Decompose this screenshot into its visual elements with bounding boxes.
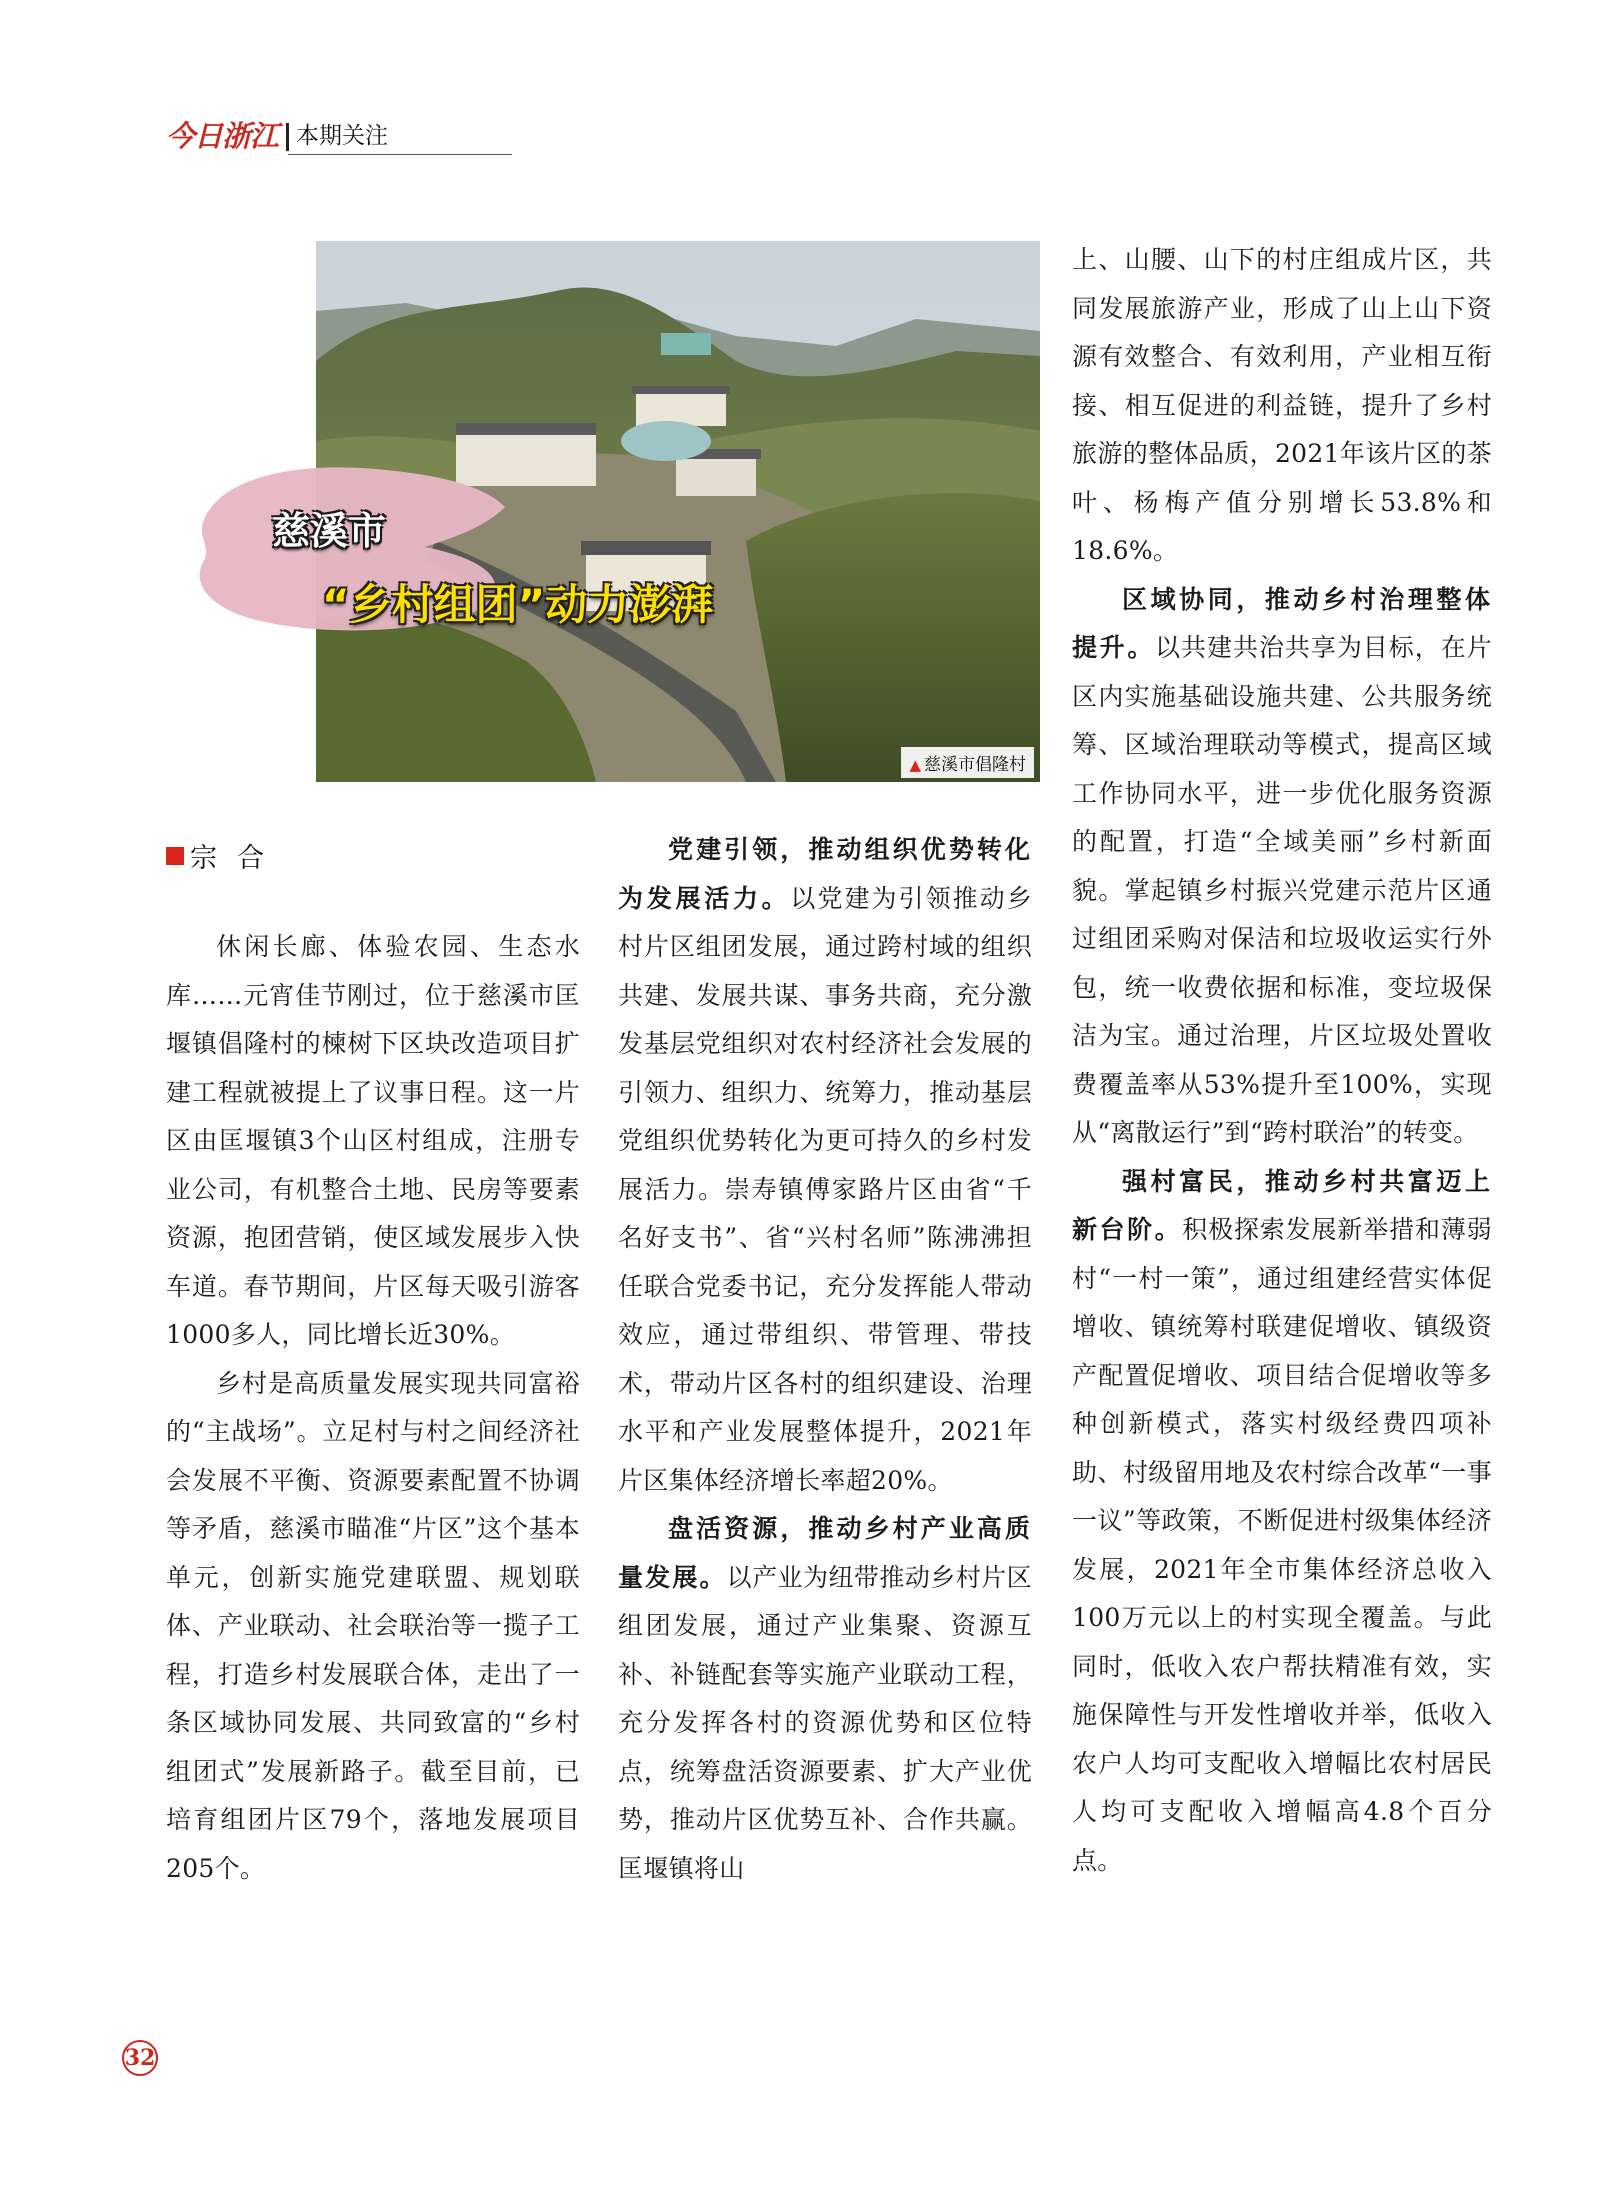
paragraph-text: 以共建共治共享为目标，在片区内实施基础设施共建、公共服务统筹、区域治理联动等模式，提高区域工作协同水平，进一步优化服务资源的配置，打造“全域美丽”乡村新面貌。掌起镇乡村振兴党建示范片区通过组团采购对保洁和垃圾收运实行外包，统一收费依据和标准，变垃圾保洁为宝。通过治理，片区垃圾处置收费覆盖率从53%提升至100%，实现从“离散运行”到“跨村联治”的转变。 bbox=[1072, 633, 1492, 1147]
headline-line1: 慈溪市 bbox=[272, 509, 387, 553]
author-byline bbox=[166, 836, 284, 875]
photo-caption bbox=[901, 747, 1034, 778]
paragraph-text: 以党建为引领推动乡村片区组团发展，通过跨村域的组织共建、发展共谋、事务共商，充分激发基层党组织对农村经济社会发展的引领力、组织力、统筹力，推动基层党组织优势转化为更可持久的乡村发展活力。崇寿镇傅家路片区由省“千名好支书”、省“兴村名师”陈沸沸担任联合党委书记，充分发挥能人带动效应，通过带组织、带管理、带技术，带动片区各村的组织建设、治理水平和产业发展整体提升，2021年片区集体经济增长率超20%。 bbox=[618, 883, 1032, 1495]
magazine-logo: 今日浙江 bbox=[166, 119, 279, 153]
paragraph-text: 积极探索发展新举措和薄弱村“一村一策”，通过组建经营实体促增收、镇统筹村联建促增收、镇级资产配置促增收、项目结合促增收等多种创新模式，落实村级经费四项补助、村级留用地及农村综合改革“一事一议”等政策，不断促进村级集体经济发展，2021年全市集体经济总收入100万元以上的村实现全覆盖。与此同时，低收入农户帮扶精准有效，实施保障性与开发性增收并举，低收入农户人均可支配收入增幅比农村居民人均可支配收入增幅高4.8个百分点。 bbox=[1072, 1215, 1492, 1875]
paragraph bbox=[1072, 1158, 1492, 1886]
page-number: 32 bbox=[122, 2040, 158, 2076]
caption-text: 慈溪市倡隆村 bbox=[924, 755, 1026, 775]
caption-triangle-icon: ▲ bbox=[909, 756, 921, 774]
paragraph: 乡村是高质量发展实现共同富裕的“主战场”。立足村与村之间经济社会发展不平衡、资源要素配置不协调等矛盾，慈溪市瞄准“片区”这个基本单元，创新实施党建联盟、规划联体、产业联动、社会联治等一揽子工程，打造乡村发展联合体，走出了一条区域协同发展、共同致富的“乡村组团式”发展新路子。截至目前，已培育组团片区79个，落地发展项目205个。 bbox=[166, 1368, 580, 1883]
header-rule bbox=[288, 154, 512, 155]
paragraph bbox=[618, 1505, 1032, 1893]
page-header bbox=[166, 118, 512, 158]
article-column-2 bbox=[618, 826, 1032, 1893]
author-name: 宗合 bbox=[190, 843, 284, 874]
paragraph-keyword: 盘活资源，推动乡村产业高质量发展。 bbox=[618, 1514, 1032, 1592]
paragraph-keyword: 强村富民，推动乡村共富迈上新台阶。 bbox=[1072, 1166, 1492, 1244]
paragraph bbox=[1072, 576, 1492, 1158]
paragraph: 休闲长廊、体验农园、生态水库……元宵佳节刚过，位于慈溪市匡堰镇倡隆村的楝树下区块改造项目扩建工程就被提上了议事日程。这一片区由匡堰镇3个山区村组成，注册专业公司，有机整合土地、民房等要素资源，抱团营销，使区域发展步入快车道。春节期间，片区每天吸引游客1000多人，同比增长近30%。 bbox=[166, 932, 580, 1349]
header-divider bbox=[286, 123, 289, 151]
article-column-1 bbox=[166, 923, 580, 1893]
red-square-icon bbox=[166, 847, 184, 865]
paragraph-continued: 上、山腰、山下的村庄组成片区，共同发展旅游产业，形成了山上山下资源有效整合、有效利用，产业相互衔接、相互促进的利益链，提升了乡村旅游的整体品质，2021年该片区的茶叶、杨梅产值分别增长53.8%和18.6%。 bbox=[1072, 245, 1492, 565]
headline-line2: “乡村组团”动力澎湃 bbox=[322, 580, 714, 629]
section-label: 本期关注 bbox=[296, 123, 388, 149]
paragraph-keyword: 党建引领，推动组织优势转化为发展活力。 bbox=[618, 835, 1032, 913]
article-column-3 bbox=[1072, 236, 1492, 1885]
paragraph-keyword: 区域协同，推动乡村治理整体提升。 bbox=[1072, 584, 1492, 662]
paragraph-text: 以产业为纽带推动乡村片区组团发展，通过产业集聚、资源互补、补链配套等实施产业联动工程，充分发挥各村的资源优势和区位特点，统筹盘活资源要素、扩大产业优势，推动片区优势互补、合作共赢。匡堰镇将山 bbox=[618, 1562, 1032, 1883]
paragraph bbox=[618, 826, 1032, 1505]
